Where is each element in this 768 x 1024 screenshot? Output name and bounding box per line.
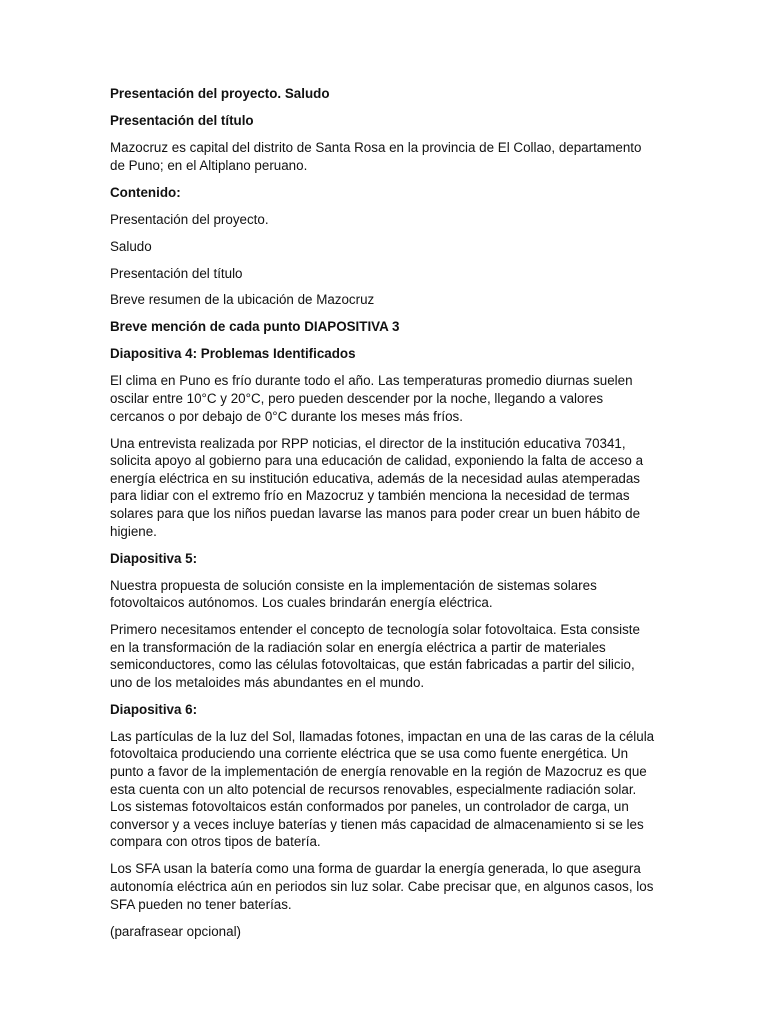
content-item-proyecto: Presentación del proyecto. <box>110 211 269 227</box>
heading-diapositiva-4: Diapositiva 4: Problemas Identificados <box>110 346 356 362</box>
paragraph-parafrasear-nota: (parafrasear opcional) <box>110 923 241 939</box>
content-item-titulo: Presentación del título <box>110 265 243 281</box>
paragraph-tecnologia-solar: Primero necesitamos entender el concepto de tecnología solar fotovoltaica. Esta consiste en la transformación de la radiación solar en energía eléctrica a partir de materiales semiconductores, como las células fotovoltaicas, que están fabricadas a partir del silicio, uno de los metaloides más abundantes en el mundo. <box>110 622 640 690</box>
paragraph-fotones: Las partículas de la luz del Sol, llamadas fotones, impactan en una de las caras de la célula fotovoltaica produciendo una corriente eléctrica que se usa como fuente energética. Un punto a favor de la implementación de energía renovable en la región de Mazocruz es que esta cuenta con un alto potencial de recursos renovables, especialmente radiación solar. Los sistemas fotovoltaicos están conformados por paneles, un controlador de carga, un conversor y a veces incluye baterías y tienen más capacidad de almacenamiento si se les compara con otros tipos de batería. <box>110 728 655 850</box>
heading-diapositiva-5: Diapositiva 5: <box>110 550 198 566</box>
heading-presentacion-titulo: Presentación del título <box>110 112 254 128</box>
paragraph-clima-puno: El clima en Puno es frío durante todo el año. Las temperaturas promedio diurnas suelen oscilar entre 10°C y 20°C, pero pueden descender por la noche, llegando a valores cercanos o por debajo de 0°C durante los meses más fríos. <box>110 373 633 424</box>
document-page <box>110 85 655 950</box>
heading-diapositiva-3: Breve mención de cada punto DIAPOSITIVA 3 <box>110 319 400 335</box>
paragraph-sfa-bateria: Los SFA usan la batería como una forma de guardar la energía generada, lo que asegura autonomía eléctrica aún en periodos sin luz solar. Cabe precisar que, en algunos casos, los SFA pueden no tener baterías. <box>110 861 654 912</box>
heading-contenido: Contenido: <box>110 184 181 200</box>
paragraph-entrevista-rpp: Una entrevista realizada por RPP noticias, el director de la institución educativa 70341, solicita apoyo al gobierno para una educación de calidad, exponiendo la falta de acceso a energía eléctrica en su institución educativa, además de la necesidad aulas atemperadas para lidiar con el extremo frío en Mazocruz y también menciona la necesidad de termas solares para que los niños puedan lavarse las manos para poder crear un buen hábito de higiene. <box>110 435 644 539</box>
paragraph-mazocruz-location: Mazocruz es capital del distrito de Santa Rosa en la provincia de El Collao, departamento de Puno; en el Altiplano peruano. <box>110 139 642 173</box>
heading-diapositiva-6: Diapositiva 6: <box>110 701 198 717</box>
content-item-saludo: Saludo <box>110 238 152 254</box>
heading-presentacion-proyecto: Presentación del proyecto. Saludo <box>110 86 330 101</box>
paragraph-propuesta-solucion: Nuestra propuesta de solución consiste en la implementación de sistemas solares fotovoltaicos autónomos. Los cuales brindarán energía eléctrica. <box>110 577 597 611</box>
content-item-resumen: Breve resumen de la ubicación de Mazocruz <box>110 292 375 308</box>
